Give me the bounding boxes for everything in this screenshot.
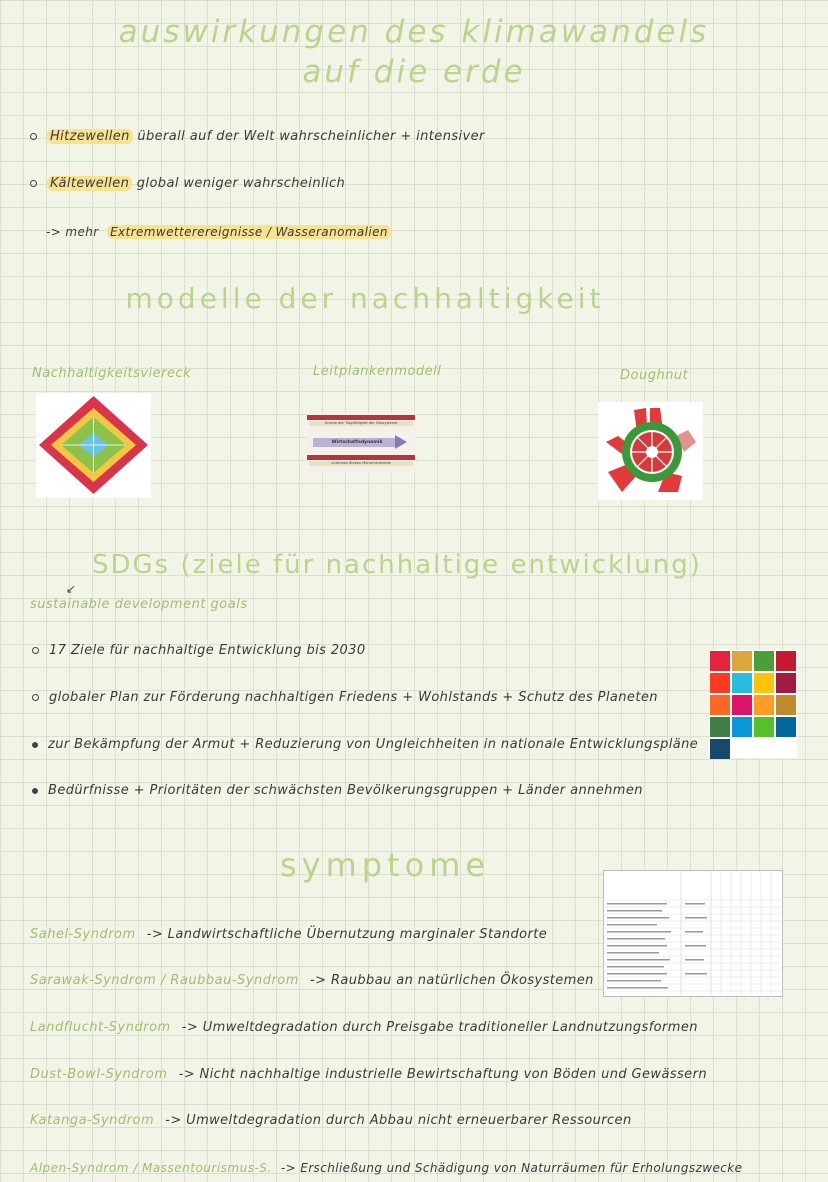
bullet-icon <box>32 788 38 794</box>
sdg-tile <box>754 651 774 671</box>
bullet-icon <box>32 742 38 748</box>
syndrome-table-image <box>603 870 783 997</box>
sdg-item-1 <box>32 643 366 658</box>
page-title-line2: auf die erde <box>302 54 526 90</box>
symptom-name: Katanga-Syndrom <box>30 1113 155 1128</box>
effect-item-3 <box>46 225 391 239</box>
symptom-desc: -> Nicht nachhaltige industrielle Bewirtschaftung von Böden und Gewässern <box>178 1067 707 1082</box>
sdg-tile <box>710 695 730 715</box>
symptom-row-2 <box>30 969 594 988</box>
arrow-icon: ↙ <box>66 582 77 596</box>
symptom-row-6 <box>30 1157 742 1176</box>
effect-item-2 <box>30 176 345 191</box>
sdg-item-text: Bedürfnisse + Prioritäten der schwächsten Bevölkerungsgruppen + Länder annehmen <box>48 783 643 798</box>
symptom-name: Landflucht-Syndrom <box>30 1020 171 1035</box>
leitplanken-top-label: Grenze der Tragfähigkeit der Ökosysteme <box>309 421 413 426</box>
sdg-tile <box>732 695 752 715</box>
sdg-tile <box>710 717 730 737</box>
bullet-icon <box>32 694 39 701</box>
symptom-row-1 <box>30 923 547 942</box>
sdg-item-text: globaler Plan zur Förderung nachhaltigen Friedens + Wohlstands + Schutz des Planeten <box>49 690 658 705</box>
symptom-name: Sahel-Syndrom <box>30 927 136 942</box>
sdg-tile <box>732 651 752 671</box>
symptom-name: Alpen-Syndrom / Massentourismus-S. <box>30 1161 272 1175</box>
sdg-tile <box>710 673 730 693</box>
sdg-tile <box>754 695 774 715</box>
sdgs-heading: SDGs (ziele für nachhaltige entwicklung) <box>92 550 702 580</box>
sdg-item-text: 17 Ziele für nachhaltige Entwicklung bis 2030 <box>49 643 366 658</box>
sdg-tile <box>732 717 752 737</box>
effect-item-1 <box>30 129 485 144</box>
label-leitplankenmodell: Leitplankenmodell <box>313 364 442 379</box>
effect-text-1: überall auf der Welt wahrscheinlicher + intensiver <box>137 129 485 144</box>
sdg-item-4 <box>32 783 643 798</box>
symptom-name: Sarawak-Syndrom / Raubbau-Syndrom <box>30 973 299 988</box>
sdg-tile <box>776 673 796 693</box>
sdg-tile <box>710 651 730 671</box>
sdg-tile <box>776 651 796 671</box>
sdg-tile <box>732 673 752 693</box>
label-nachhaltigkeitsviereck: Nachhaltigkeitsviereck <box>32 366 192 381</box>
sdg-tile <box>710 739 730 759</box>
symptom-desc: -> Erschließung und Schädigung von Naturräumen für Erholungszwecke <box>280 1161 743 1175</box>
bullet-icon <box>30 133 37 140</box>
sdg-item-2 <box>32 690 658 705</box>
sdg-tile <box>754 717 774 737</box>
page-title-line1: auswirkungen des klimawandels <box>118 14 710 50</box>
leitplankenmodell-image <box>307 413 415 473</box>
symptome-heading: symptome <box>280 846 491 884</box>
symptom-row-3 <box>30 1016 698 1035</box>
bullet-icon <box>32 647 39 654</box>
symptom-desc: -> Landwirtschaftliche Übernutzung marginaler Standorte <box>146 927 548 942</box>
symptom-row-4 <box>30 1063 707 1082</box>
symptom-desc: -> Raubbau an natürlichen Ökosystemen <box>310 973 594 988</box>
leitplanken-mid-label: Wirtschaftsdynamik <box>331 440 383 445</box>
models-heading: modelle der nachhaltigkeit <box>125 282 605 315</box>
nachhaltigkeitsviereck-image <box>36 393 151 498</box>
sdgs-subtitle: sustainable development goals <box>30 597 248 612</box>
sdg-tile <box>776 695 796 715</box>
label-doughnut: Doughnut <box>620 368 689 383</box>
effect-text-2: global weniger wahrscheinlich <box>136 176 346 191</box>
symptom-desc: -> Umweltdegradation durch Preisgabe traditioneller Landnutzungsformen <box>181 1020 698 1035</box>
sdg-item-3 <box>32 737 698 752</box>
doughnut-image <box>598 402 703 500</box>
leitplanken-bottom-label: unterstes Niveau Menschenwürde <box>309 461 413 466</box>
symptom-name: Dust-Bowl-Syndrom <box>30 1067 168 1082</box>
sdg-tile <box>776 717 796 737</box>
highlight-kaeltewellen: Kältewellen <box>47 176 132 191</box>
highlight-hitzewellen: Hitzewellen <box>47 129 133 144</box>
highlight-extremwetter: Extremwetterereignisse / Wasseranomalien <box>107 225 391 239</box>
sdg-tiles-image <box>709 650 797 758</box>
symptom-desc: -> Umweltdegradation durch Abbau nicht erneuerbarer Ressourcen <box>165 1113 632 1128</box>
bullet-icon <box>30 180 37 187</box>
sdg-item-text: zur Bekämpfung der Armut + Reduzierung von Ungleichheiten in nationale Entwicklungspläne <box>48 737 699 752</box>
effect-prefix-3: -> mehr <box>46 225 99 239</box>
symptom-row-5 <box>30 1109 632 1128</box>
sdg-tile <box>754 673 774 693</box>
